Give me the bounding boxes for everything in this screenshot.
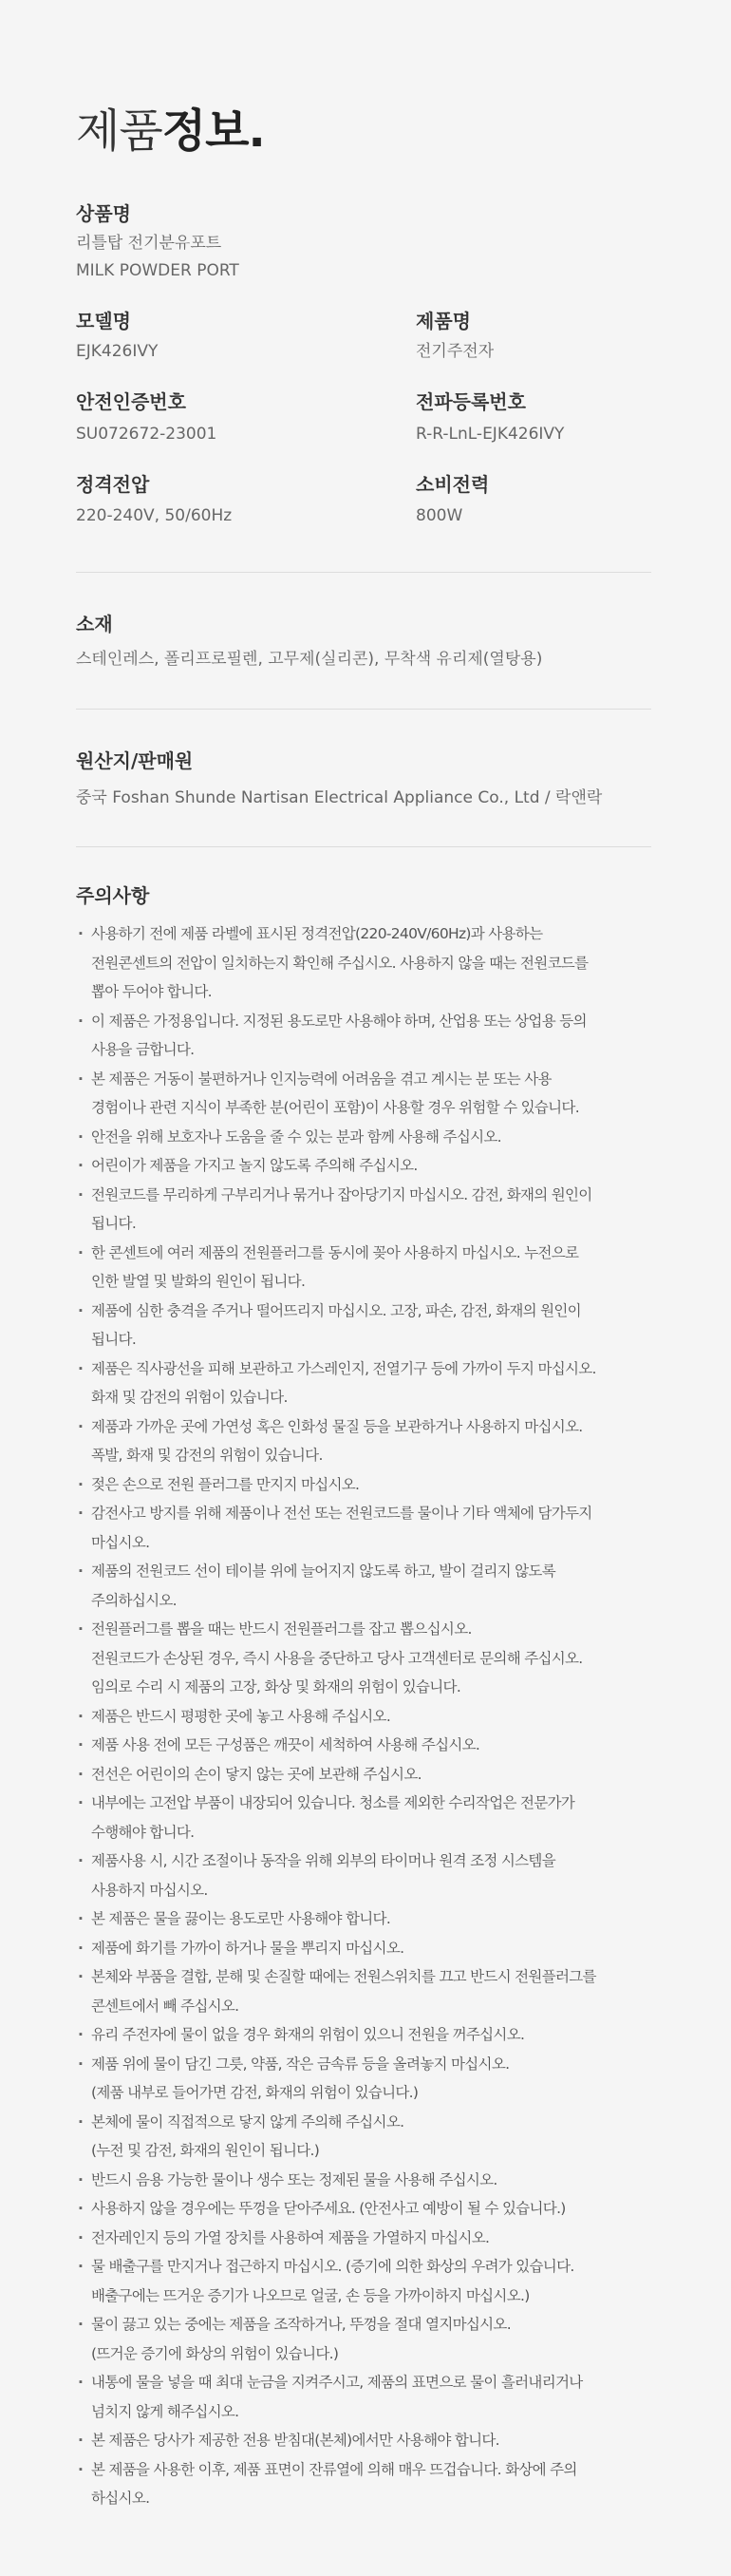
origin-label: 원산지/판매원: [76, 749, 194, 772]
page-title-normal: 제품: [76, 104, 162, 158]
caution-item: · 전자레인지 등의 가열 장치를 사용하여 제품을 가열하지 마십시오.: [76, 2224, 655, 2253]
caution-item: · 본 제품은 당사가 제공한 전용 받침대(본체)에서만 사용해야 합니다.: [76, 2426, 655, 2455]
product-name-label: 상품명: [76, 202, 131, 225]
caution-item: · 제품은 직사광선을 피해 보관하고 가스레인지, 전열기구 등에 가까이 두지 마십시오. 화재 및 감전의 위험이 있습니다.: [76, 1354, 655, 1412]
caution-item: · 감전사고 방지를 위해 제품이나 전선 또는 전원코드를 물이나 기타 액체에 담가두지 마십시오.: [76, 1499, 655, 1557]
caution-item: · 본체와 부품을 결합, 분해 및 손질할 때에는 전원스위치를 끄고 반드시 전원플러그를 콘센트에서 빼 주십시오.: [76, 1962, 655, 2020]
product-name-value-ko: 리틀탑 전기분유포트: [76, 234, 222, 253]
caution-item: · 사용하기 전에 제품 라벨에 표시된 정격전압(220-240V/60Hz)과 사용하는 전원콘센트의 전압이 일치하는지 확인해 주십시오. 사용하지 않을 때는 전원코드를 뽑아 두어야 합니다.: [76, 919, 655, 1007]
caution-item: · 전원플러그를 뽑을 때는 반드시 전원플러그를 잡고 뽑으십시오. 전원코드가 손상된 경우, 즉시 사용을 중단하고 당사 고객센터로 문의해 주십시오. 임의로 수리 시 제품의 고장, 화상 및 화재의 위험이 있습니다.: [76, 1615, 655, 1702]
material-label: 소재: [76, 613, 113, 635]
voltage-label: 정격전압: [76, 473, 150, 496]
caution-item: · 안전을 위해 보호자나 도움을 줄 수 있는 분과 함께 사용해 주십시오.: [76, 1123, 655, 1152]
caution-item: · 내부에는 고전압 부품이 내장되어 있습니다. 청소를 제외한 수리작업은 전문가가 수행해야 합니다.: [76, 1789, 655, 1847]
cautions-list: [76, 919, 655, 2513]
caution-item: · 유리 주전자에 물이 없을 경우 화재의 위험이 있으니 전원을 꺼주십시오.: [76, 2020, 655, 2050]
caution-item: · 내통에 물을 넣을 때 최대 눈금을 지켜주시고, 제품의 표면으로 물이 흘러내리거나 넘치지 않게 해주십시오.: [76, 2368, 655, 2426]
product-name-value-en: MILK POWDER PORT: [76, 261, 239, 280]
caution-item: · 사용하지 않을 경우에는 뚜껑을 닫아주세요. (안전사고 예방이 될 수 있습니다.): [76, 2194, 655, 2224]
cautions-label: 주의사항: [76, 884, 150, 907]
page-title: [76, 103, 265, 160]
divider: [76, 846, 651, 847]
model-value: EJK426IVY: [76, 342, 159, 361]
item-value: 전기주전자: [416, 342, 495, 361]
caution-item: · 젖은 손으로 전원 플러그를 만지지 마십시오.: [76, 1470, 655, 1500]
page-title-bold: 정보.: [161, 104, 265, 158]
radio-reg-value: R-R-LnL-EJK426IVY: [416, 425, 565, 444]
caution-item: · 이 제품은 가정용입니다. 지정된 용도로만 사용해야 하며, 산업용 또는 상업용 등의 사용을 금합니다.: [76, 1007, 655, 1065]
caution-item: · 어린이가 제품을 가지고 놀지 않도록 주의해 주십시오.: [76, 1151, 655, 1181]
caution-item: · 제품 위에 물이 담긴 그릇, 약품, 작은 금속류 등을 올려놓지 마십시오. (제품 내부로 들어가면 감전, 화재의 위험이 있습니다.): [76, 2050, 655, 2108]
caution-item: · 본체에 물이 직접적으로 닿지 않게 주의해 주십시오. (누전 및 감전, 화재의 원인이 됩니다.): [76, 2108, 655, 2166]
caution-item: · 물이 끓고 있는 중에는 제품을 조작하거나, 뚜껑을 절대 열지마십시오. (뜨거운 증기에 화상의 위험이 있습니다.): [76, 2310, 655, 2368]
power-label: 소비전력: [416, 473, 490, 496]
radio-reg-label: 전파등록번호: [416, 390, 526, 413]
model-label: 모델명: [76, 310, 131, 332]
caution-item: · 제품과 가까운 곳에 가연성 혹은 인화성 물질 등을 보관하거나 사용하지 마십시오. 폭발, 화재 및 감전의 위험이 있습니다.: [76, 1412, 655, 1470]
divider: [76, 709, 651, 710]
caution-item: · 제품에 심한 충격을 주거나 떨어뜨리지 마십시오. 고장, 파손, 감전, 화재의 원인이 됩니다.: [76, 1297, 655, 1354]
caution-item: · 한 콘센트에 여러 제품의 전원플러그를 동시에 꽂아 사용하지 마십시오. 누전으로 인한 발열 및 발화의 원인이 됩니다.: [76, 1239, 655, 1297]
caution-item: · 제품 사용 전에 모든 구성품은 깨끗이 세척하여 사용해 주십시오.: [76, 1731, 655, 1760]
caution-item: · 전선은 어린이의 손이 닿지 않는 곳에 보관해 주십시오.: [76, 1760, 655, 1790]
caution-item: · 제품은 반드시 평평한 곳에 놓고 사용해 주십시오.: [76, 1702, 655, 1732]
divider: [76, 572, 651, 573]
caution-item: · 제품에 화기를 가까이 하거나 물을 뿌리지 마십시오.: [76, 1934, 655, 1963]
item-label: 제품명: [416, 310, 471, 332]
caution-item: · 반드시 음용 가능한 물이나 생수 또는 정제된 물을 사용해 주십시오.: [76, 2166, 655, 2195]
caution-item: · 본 제품을 사용한 이후, 제품 표면이 잔류열에 의해 매우 뜨겁습니다. 화상에 주의 하십시오.: [76, 2455, 655, 2513]
material-value: 스테인레스, 폴리프로필렌, 고무제(실리콘), 무착색 유리제(열탕용): [76, 650, 543, 669]
caution-item: · 본 제품은 물을 끓이는 용도로만 사용해야 합니다.: [76, 1904, 655, 1934]
caution-item: · 제품의 전원코드 선이 테이블 위에 늘어지지 않도록 하고, 발이 걸리지 않도록 주의하십시오.: [76, 1557, 655, 1615]
safety-cert-label: 안전인증번호: [76, 390, 186, 413]
caution-item: · 물 배출구를 만지거나 접근하지 마십시오. (증기에 의한 화상의 우려가 있습니다. 배출구에는 뜨거운 증기가 나오므로 얼굴, 손 등을 가까이하지 마십시오.): [76, 2252, 655, 2310]
power-value: 800W: [416, 506, 463, 525]
caution-item: · 전원코드를 무리하게 구부리거나 묶거나 잡아당기지 마십시오. 감전, 화재의 원인이 됩니다.: [76, 1181, 655, 1239]
voltage-value: 220-240V, 50/60Hz: [76, 506, 233, 525]
origin-value: 중국 Foshan Shunde Nartisan Electrical Appliance Co., Ltd / 락앤락: [76, 788, 603, 807]
safety-cert-value: SU072672-23001: [76, 425, 217, 444]
caution-item: · 제품사용 시, 시간 조절이나 동작을 위해 외부의 타이머나 원격 조정 시스템을 사용하지 마십시오.: [76, 1847, 655, 1904]
caution-item: · 본 제품은 거동이 불편하거나 인지능력에 어려움을 겪고 계시는 분 또는 사용 경험이나 관련 지식이 부족한 분(어린이 포함)이 사용할 경우 위험할 수 있습니다.: [76, 1065, 655, 1123]
